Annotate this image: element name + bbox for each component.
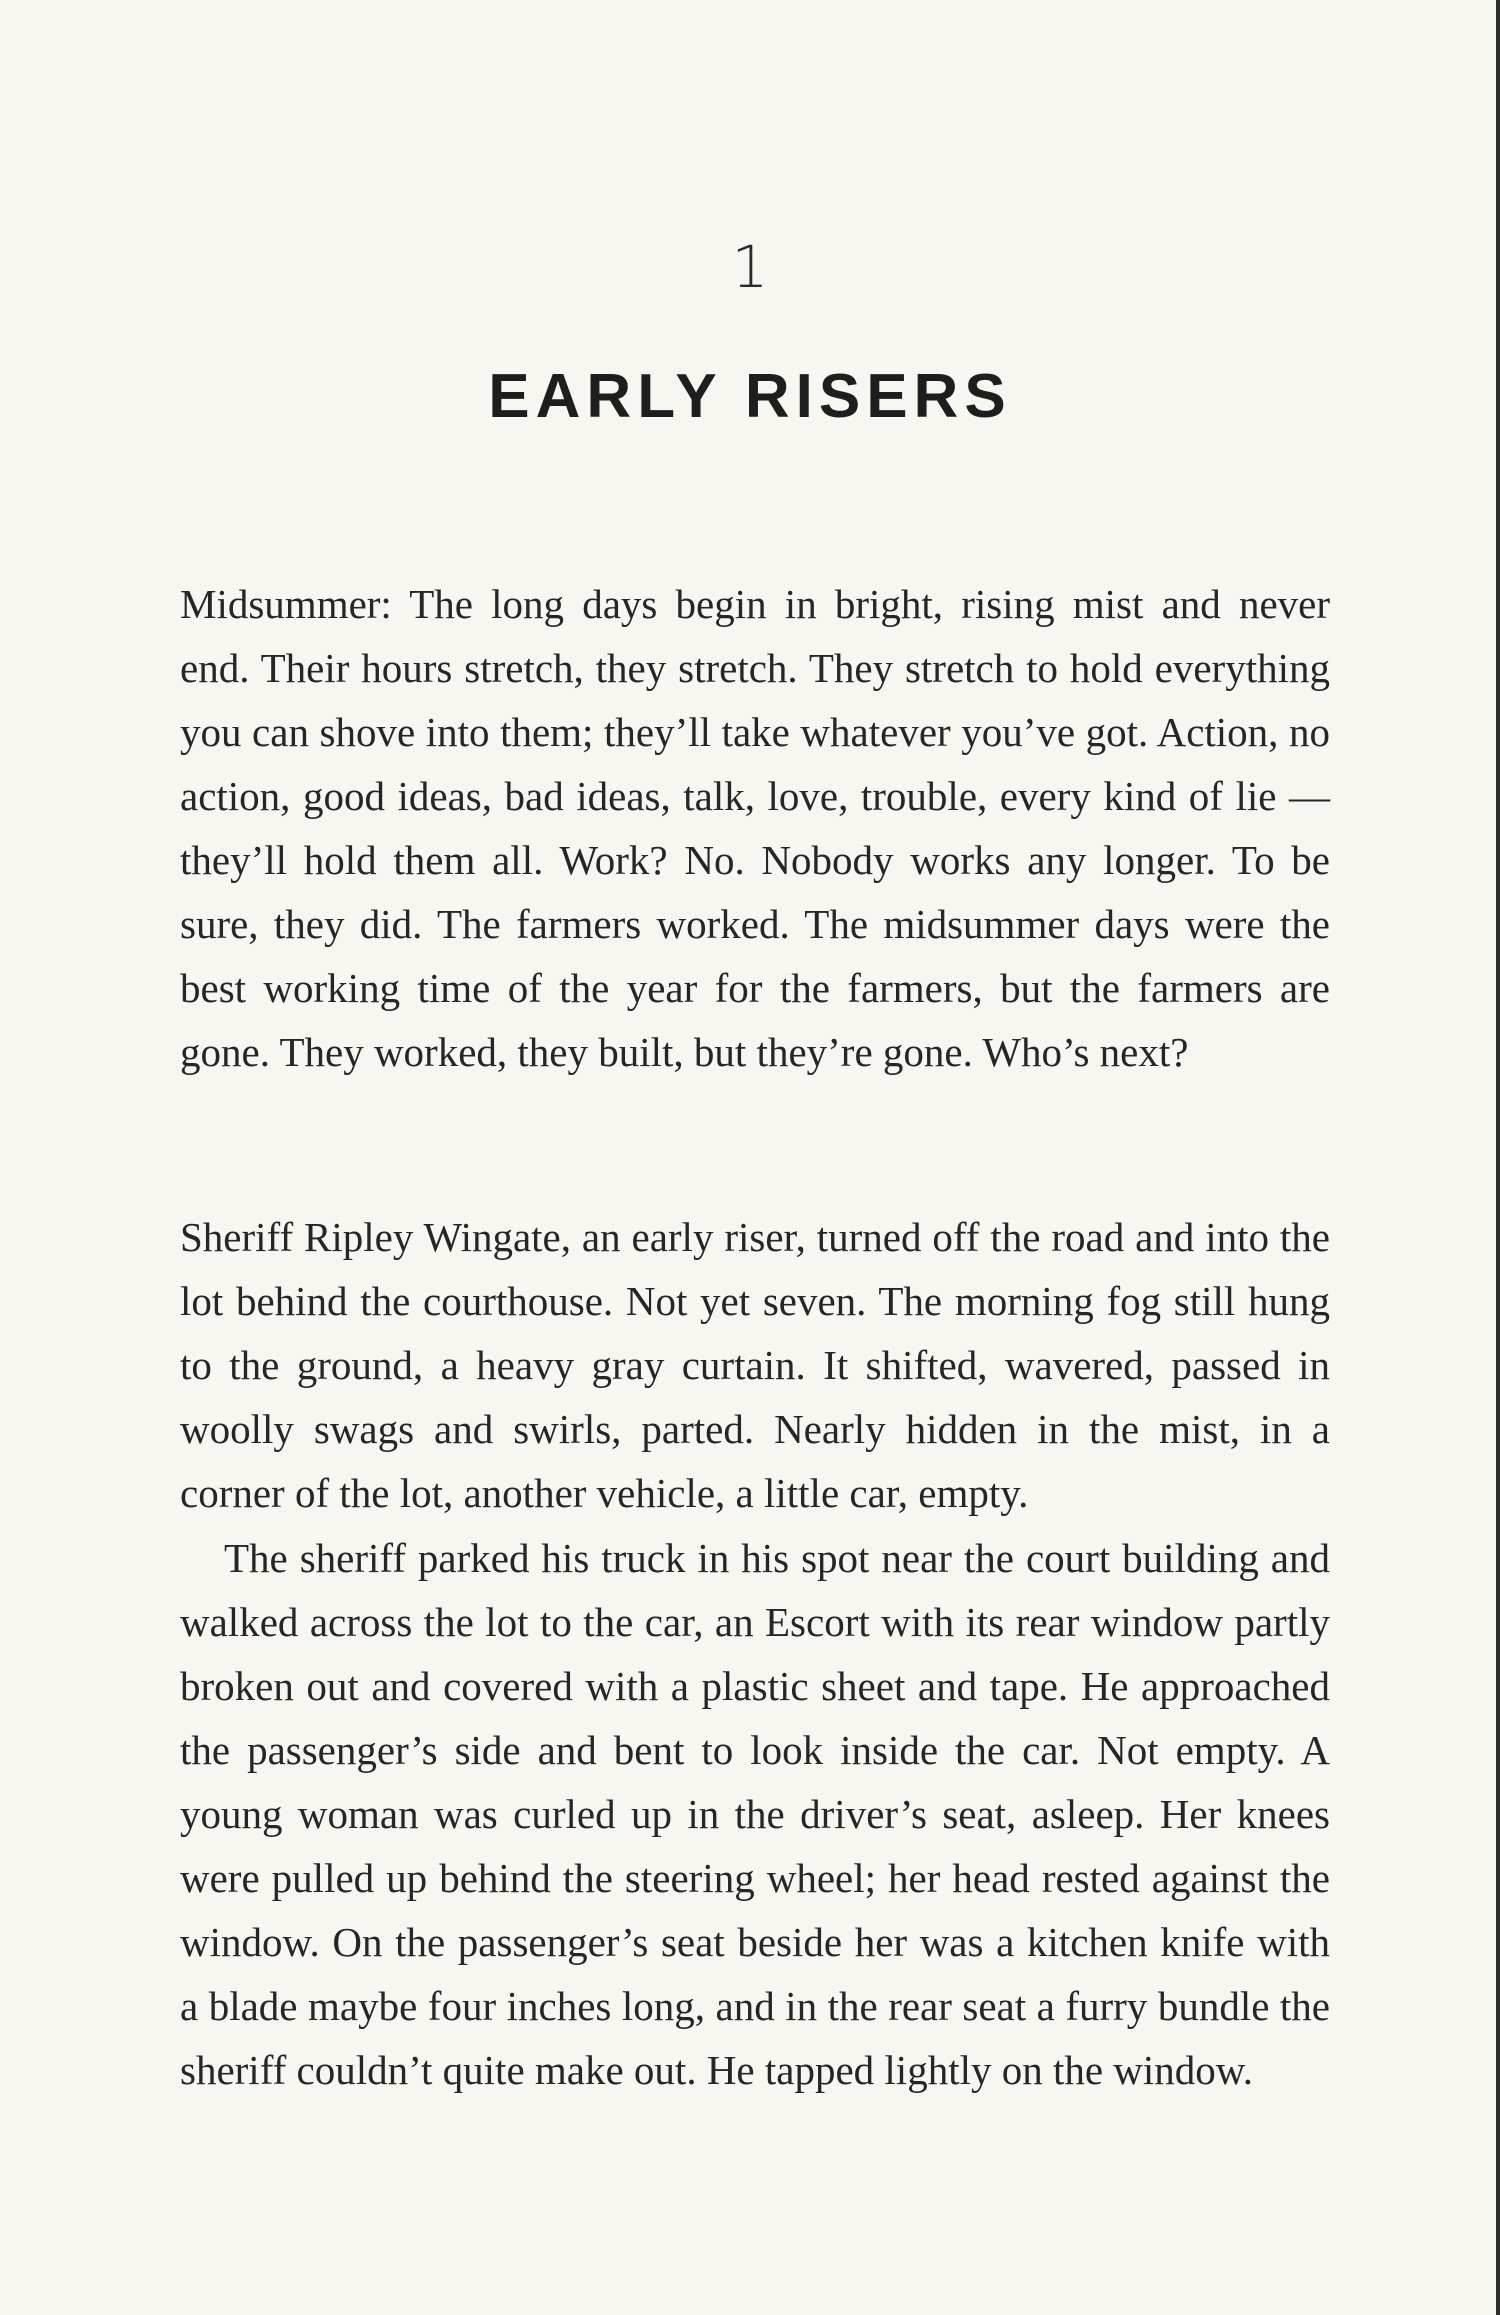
paragraph-escort-car: The sheriff parked his truck in his spot near the court building and walked across the lot to the car, an Escort with its rear window partly broken out and covered with a plastic sheet and tape. He approached the passenger’s side and bent to look inside the car. Not empty. A young woman was curled up in the driver’s seat, asleep. Her knees were pulled up behind the steering wheel; her head rested against the window. On the passenger’s seat beside her was a kitchen knife with a blade maybe four inches long, and in the rear seat a furry bundle the sheriff couldn’t quite make out. He tapped lightly on the window. (180, 1535, 1330, 2093)
chapter-title: EARLY RISERS (488, 362, 1012, 431)
paragraph-midsummer: Midsummer: The long days begin in bright, rising mist and never end. Their hours stretch, they stretch. They stretch to hold everything you can shove into them; they’ll take whatever you’ve got. Action, no action, good ideas, bad ideas, talk, love, trouble, every kind of lie — they’ll hold them all. Work? No. Nobody works any longer. To be sure, they did. The farmers worked. The midsummer days were the best working time of the year for the farmers, but the farmers are gone. They worked, they built, but they’re gone. Who’s next? (180, 581, 1330, 1075)
page-edge (1496, 0, 1500, 2315)
chapter-number: 1 (731, 233, 769, 301)
paragraph-sheriff-arrives: Sheriff Ripley Wingate, an early riser, turned off the road and into the lot behind the courthouse. Not yet seven. The morning fog still hung to the ground, a heavy gray curtain. It shifted, wavered, passed in woolly swags and swirls, parted. Nearly hidden in the mist, in a corner of the lot, another vehicle, a little car, empty. (180, 1214, 1330, 1516)
